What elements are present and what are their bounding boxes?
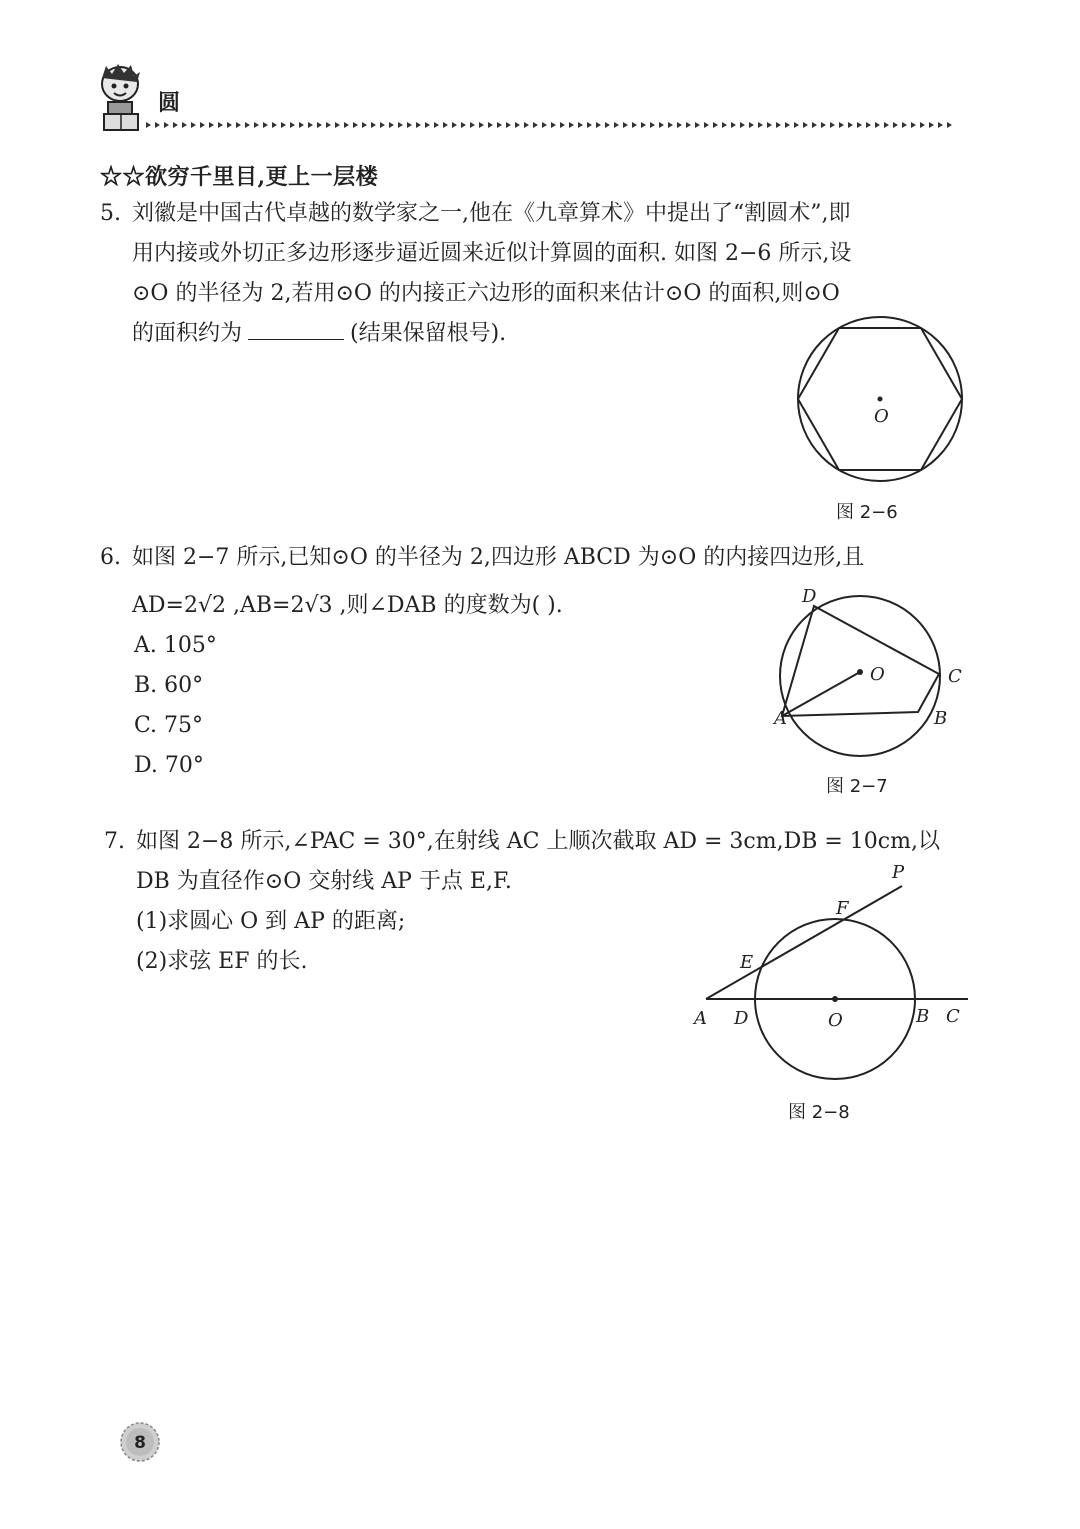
fig27-label-d: D <box>802 586 817 607</box>
fig28-label-f: F <box>836 898 849 919</box>
q7-line-1: 如图 2−8 所示,∠PAC = 30°,在射线 AC 上顺次截取 AD = 3cm,DB = 10cm,以 <box>136 829 940 854</box>
option-d[interactable]: D. 70° <box>134 753 204 778</box>
fig27-label-b: B <box>934 708 948 729</box>
header-divider <box>144 116 960 128</box>
q5-line-2: 用内接或外切正多边形逐步逼近圆来近似计算圆的面积. 如图 2−6 所示,设 <box>132 241 852 266</box>
chapter-title: 圆 <box>158 90 181 116</box>
fig28-label-c: C <box>946 1006 960 1027</box>
figure-2-7 <box>766 584 976 764</box>
q5-line-4-end: (结果保留根号). <box>350 321 507 346</box>
question-number: 7. <box>104 829 125 854</box>
figure-caption: 图 2−6 <box>836 502 898 523</box>
option-c[interactable]: C. 75° <box>134 713 204 738</box>
fig27-label-o: O <box>870 664 885 685</box>
q6-line-2: AD=2√2 ,AB=2√3 ,则∠DAB 的度数为( ). <box>132 593 563 618</box>
option-a[interactable]: A. 105° <box>134 633 217 658</box>
question-number: 6. <box>100 545 121 570</box>
figure-caption: 图 2−7 <box>826 776 888 797</box>
question-5 <box>100 194 851 354</box>
q7-line-2: DB 为直径作⊙O 交射线 AP 于点 E,F. <box>136 869 512 894</box>
fig28-label-b: B <box>916 1006 930 1027</box>
answer-blank[interactable] <box>248 317 344 340</box>
q6-line-1: 如图 2−7 所示,已知⊙O 的半径为 2,四边形 ABCD 为⊙O 的内接四边形,且 <box>132 545 865 570</box>
q5-line-4: 的面积约为 <box>132 321 243 346</box>
option-b[interactable]: B. 60° <box>134 673 204 698</box>
page-number-badge <box>118 1420 162 1464</box>
q6-options <box>134 626 217 786</box>
fig26-label-o: O <box>874 406 889 427</box>
fig27-label-a: A <box>774 708 787 729</box>
q5-line-3: ⊙O 的半径为 2,若用⊙O 的内接正六边形的面积来估计⊙O 的面积,则⊙O <box>132 281 840 306</box>
q5-line-1: 刘徽是中国古代卓越的数学家之一,他在《九章算术》中提出了“割圆术”,即 <box>132 201 851 226</box>
q7-sub-2: (2)求弦 EF 的长. <box>136 949 308 974</box>
figure-caption: 图 2−8 <box>788 1102 850 1123</box>
figure-2-6 <box>790 312 970 492</box>
fig28-label-a: A <box>694 1008 707 1029</box>
section-heading: ☆☆欲穷千里目,更上一层楼 <box>100 164 379 190</box>
fig27-label-c: C <box>948 666 962 687</box>
mascot-icon <box>96 62 146 134</box>
fig28-label-o: O <box>828 1010 843 1031</box>
fig28-label-e: E <box>740 952 754 973</box>
fig28-label-d: D <box>734 1008 749 1029</box>
page-number: 8 <box>134 1433 146 1453</box>
q7-sub-1: (1)求圆心 O 到 AP 的距离; <box>136 909 406 934</box>
question-6 <box>100 538 864 626</box>
figure-2-8 <box>690 858 980 1090</box>
question-number: 5. <box>100 201 121 226</box>
fig28-label-p: P <box>892 862 905 883</box>
